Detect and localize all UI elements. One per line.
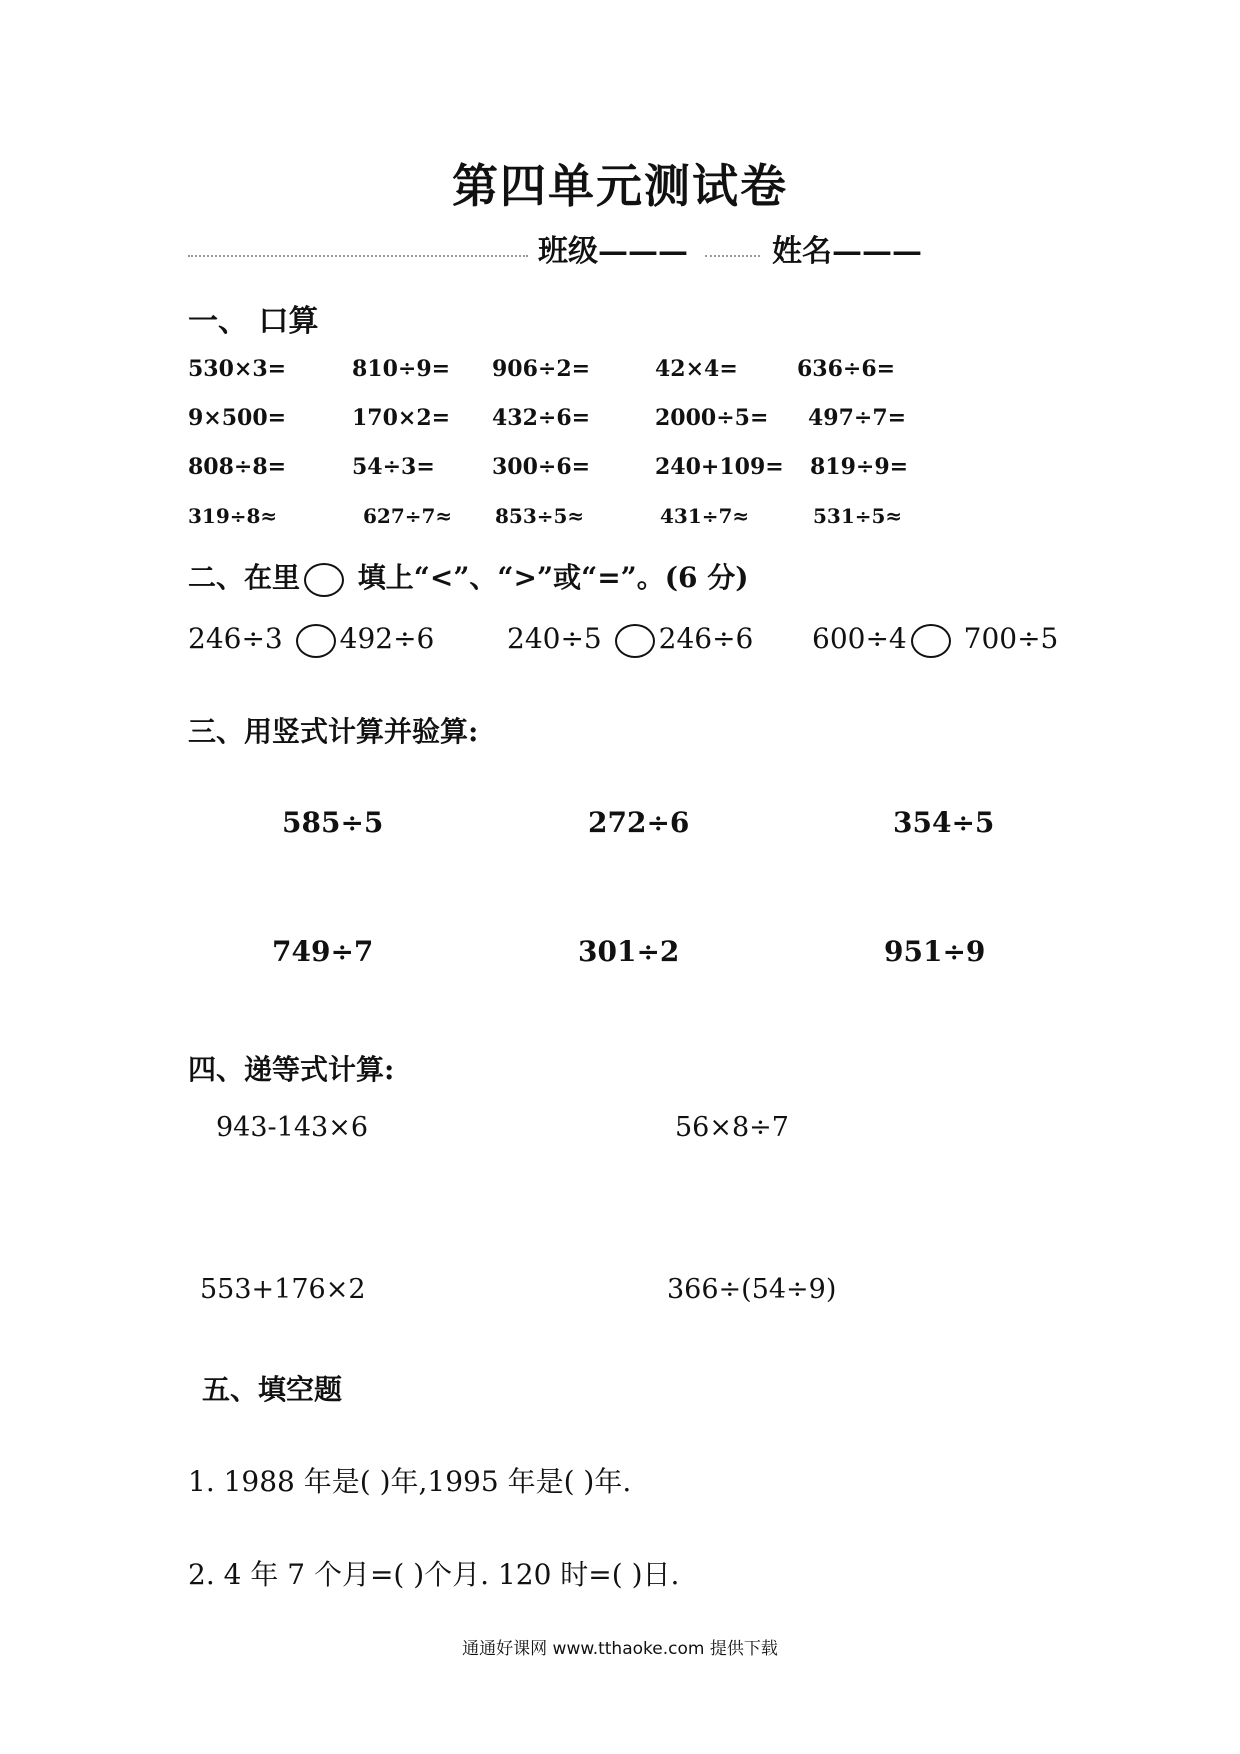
compare-circle-blank[interactable] [615,624,655,658]
oral-item: 431÷7≈ [660,504,750,528]
oral-item: 42×4= [655,356,738,382]
page-title: 第四单元测试卷 [452,159,788,213]
oral-item: 432÷6= [492,405,591,431]
section-2-title-post: 填上“<”、“>”或“=”。(6 分) [348,561,749,594]
vertical-problem: 749÷7 [272,935,374,968]
oral-item: 54÷3= [352,454,435,480]
compare-item [812,622,1058,658]
footer-credit: 通通好课网 www.tthaoke.com 提供下载 [462,1639,778,1659]
circle-blank-icon [304,563,344,597]
oral-item: 300÷6= [492,454,591,480]
compare-right: 492÷6 [339,622,435,655]
oral-item: 819÷9= [810,454,909,480]
vertical-problem: 951÷9 [884,935,986,968]
oral-item: 627÷7≈ [363,504,453,528]
oral-item: 636÷6= [797,356,896,382]
oral-item: 810÷9= [352,356,451,382]
vertical-problem: 585÷5 [282,806,384,839]
section-2-title-pre: 二、在里 [188,561,301,594]
dotted-leader [188,243,528,257]
section-2-title [188,556,749,597]
oral-item: 906÷2= [492,356,591,382]
compare-circle-blank[interactable] [911,624,951,658]
oral-item: 531÷5≈ [813,504,903,528]
step-problem: 366÷(54÷9) [667,1274,837,1305]
oral-item: 497÷7= [808,405,907,431]
compare-right: 700÷5 [963,622,1059,655]
vertical-problem: 272÷6 [588,806,690,839]
oral-item: 853÷5≈ [495,504,585,528]
vertical-problem: 354÷5 [893,806,995,839]
oral-item: 240+109= [655,454,784,480]
dotted-leader [705,243,760,257]
fill-question: 2. 4 年 7 个月=( )个月. 120 时=( )日. [188,1558,680,1591]
step-problem: 56×8÷7 [675,1112,789,1143]
step-problem: 943-143×6 [216,1112,368,1143]
section-1-title: 一、 口算 [188,304,319,339]
oral-item: 2000÷5= [655,405,769,431]
vertical-problem: 301÷2 [578,935,680,968]
section-4-title: 四、递等式计算: [188,1053,395,1086]
compare-item [507,622,753,658]
section-5-title: 五、填空题 [202,1373,343,1406]
name-label: 姓名——— [772,234,922,269]
oral-item: 530×3= [188,356,287,382]
class-label: 班级——— [538,234,688,269]
compare-left: 600÷4 [812,622,907,655]
section-3-title: 三、用竖式计算并验算: [188,715,479,748]
oral-item: 170×2= [352,405,451,431]
oral-item: 808÷8= [188,454,287,480]
compare-left: 240÷5 [507,622,602,655]
step-problem: 553+176×2 [200,1274,366,1305]
compare-right: 246÷6 [658,622,754,655]
compare-circle-blank[interactable] [296,624,336,658]
fill-question: 1. 1988 年是( )年,1995 年是( )年. [188,1465,632,1498]
compare-item [188,622,434,658]
oral-item: 319÷8≈ [188,504,278,528]
oral-item: 9×500= [188,405,287,431]
compare-left: 246÷3 [188,622,283,655]
